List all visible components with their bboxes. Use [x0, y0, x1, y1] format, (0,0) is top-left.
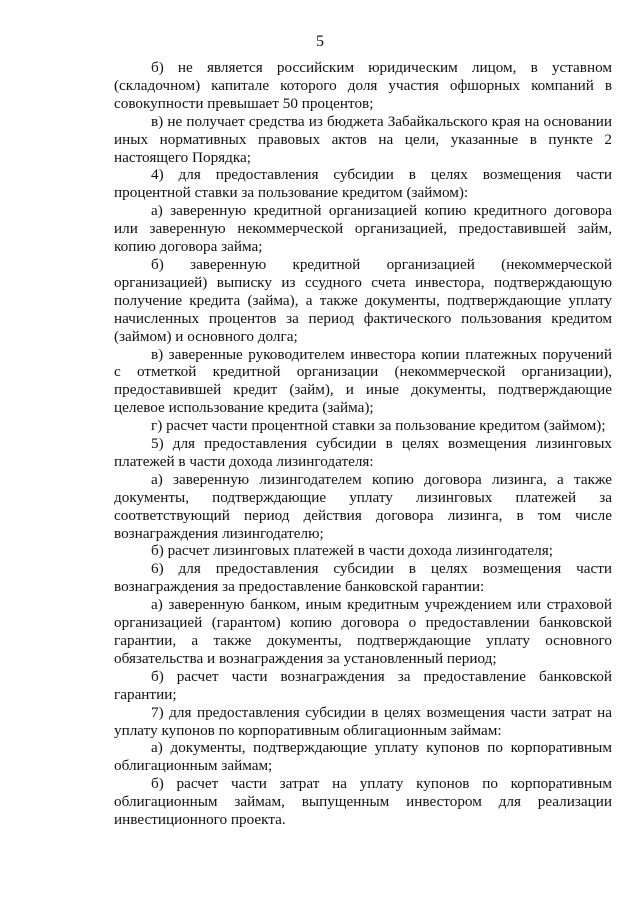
paragraph: а) заверенную кредитной организацией копию кредитного договора или заверенную некоммерческой организацией, предоставившей займ, копию договора займа; — [114, 202, 612, 256]
paragraph: в) заверенные руководителем инвестора копии платежных поручений с отметкой кредитной организации (некоммерческой организации), предоставившей кредит (займ), и иные документы, подтверждающие целевое использование кредита (займа); — [114, 345, 612, 417]
paragraph: 4) для предоставления субсидии в целях возмещения части процентной ставки за пользование кредитом (займом): — [114, 166, 612, 202]
paragraph: б) не является российским юридическим лицом, в уставном (складочном) капитале которого доля участия офшорных компаний в совокупности превышает 50 процентов; — [114, 59, 612, 112]
paragraph: в) не получает средства из бюджета Забайкальского края на основании иных нормативных правовых актов на цели, указанные в пункте 2 настоящего Порядка; — [114, 112, 612, 166]
paragraph: 6) для предоставления субсидии в целях возмещения части вознаграждения за предоставление банковской гарантии: — [114, 560, 612, 596]
paragraph: г) расчет части процентной ставки за пользование кредитом (займом); — [151, 417, 606, 435]
page-number: 5 — [316, 33, 324, 50]
paragraph: а) заверенную лизингодателем копию договора лизинга, а также документы, подтверждающие уплату лизинговых платежей за соответствующий период действия договора лизинга, в том числе вознаграждения лизингодателю; — [114, 470, 612, 542]
paragraph: а) документы, подтверждающие уплату купонов по корпоративным облигационным займам; — [114, 739, 612, 775]
paragraph: б) расчет части вознаграждения за предоставление банковской гарантии; — [114, 667, 612, 703]
paragraph: 7) для предоставления субсидии в целях возмещения части затрат на уплату купонов по корпоративным облигационным займам: — [114, 703, 612, 739]
document-body — [114, 59, 612, 829]
paragraph: а) заверенную банком, иным кредитным учреждением или страховой организацией (гарантом) копию договора о предоставлении банковской гарантии, а также документы, подтверждающие уплату основного обязательства и вознаграждения за установленный период; — [114, 596, 612, 667]
paragraph: б) расчет части затрат на уплату купонов по корпоративным облигационным займам, выпущенным инвестором для реализации инвестиционного проекта. — [114, 775, 612, 829]
paragraph: 5) для предоставления субсидии в целях возмещения лизинговых платежей в части дохода лизингодателя: — [114, 435, 612, 470]
paragraph: б) расчет лизинговых платежей в части дохода лизингодателя; — [151, 542, 553, 560]
paragraph: б) заверенную кредитной организацией (некоммерческой организацией) выписку из ссудного счета инвестора, подтверждающую получение кредита (займа), а также документы, подтверждающие уплату начисленных процентов за период фактического пользования кредитом (займом) и основного долга; — [114, 255, 612, 345]
